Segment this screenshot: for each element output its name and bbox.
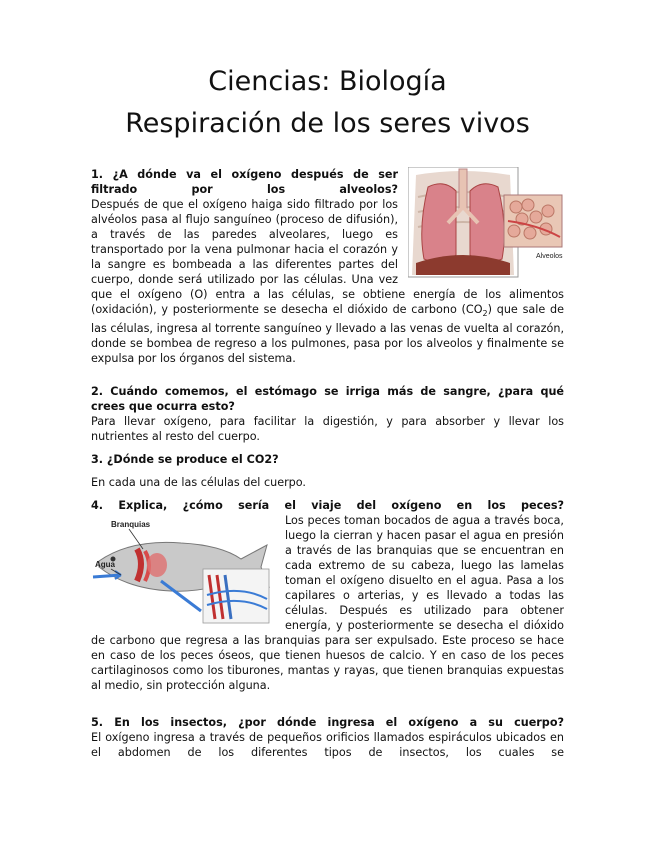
question-3: 3. ¿Dónde se produce el CO2? — [91, 453, 279, 466]
answer-4: Los peces toman bocados de agua a través boca, luego la cierran y hacen pasar el agua en presión a través de las branquias que se encuentran en cada extremo de su cabeza, luego las lamelas toman el oxígeno disuelto en el agua. Pasa a los capilares o arterias, y es llevado a todas las células. Después es utilizado para obtener energía, y posteriormente se desecha el dióxido de carbono que regresa a las branquias para ser expulsado. Este proceso se hace en caso de los peces óseos, que tienen huesos de calcio. Y en caso de los peces cartilaginosos como los tiburones, mantas y rayas, que tienen branquias expuestas al medio, sin protección alguna. — [91, 514, 564, 692]
section-4 — [91, 498, 564, 693]
answer-1-part-a: Después de que el oxígeno haiga sido filtrado por los alvéolos pasa al flujo sanguíneo (proceso de difusión), a través de las paredes alveolares, luego es transportado por la vena pulmonar hacia el corazón y la sangre es bombeada a las diferentes partes del cuerpo, donde será utilizado por las células. Una vez que el oxígeno (O) entra a las células, se obtiene energía de los alimentos (oxidación), y posteriormente se desecha el dióxido de carbono (CO — [91, 198, 564, 316]
answer-5: El oxígeno ingresa a través de pequeños orificios llamados espiráculos ubicados en el abdomen de los diferentes tipos de insectos, los cuales se — [91, 731, 564, 759]
answer-3: En cada una de las células del cuerpo. — [91, 476, 306, 489]
section-3 — [91, 452, 564, 490]
answer-2: Para llevar oxígeno, para facilitar la digestión, y para absorber y llevar los nutrientes al resto del cuerpo. — [91, 415, 564, 443]
page-subtitle: Respiración de los seres vivos — [125, 108, 530, 139]
section-2 — [91, 384, 564, 444]
branquias-label: Branquias — [111, 520, 151, 529]
question-4: 4. Explica, ¿cómo sería el viaje del oxígeno en los peces? — [91, 499, 564, 512]
section-1 — [91, 167, 564, 366]
alveolos-label: Alveolos — [536, 253, 563, 260]
answer-1-part-b: ) que sale de las células, ingresa al torrente sanguíneo y llevado a las venas de vuelta al corazón, donde se bombea de regreso a los pulmones, pasa por los alveolos y finalmente se expulsa por los órganos del sistema. — [91, 303, 564, 366]
section-5 — [91, 715, 564, 760]
question-5: 5. En los insectos, ¿por dónde ingresa el oxígeno a su cuerpo? — [91, 716, 564, 729]
answer-1-subscript: 2 — [482, 309, 488, 319]
question-1: 1. ¿A dónde va el oxígeno después de ser filtrado por los alveolos? — [91, 168, 398, 196]
fish-gills-illustration — [91, 515, 275, 625]
question-2: 2. Cuándo comemos, el estómago se irriga más de sangre, ¿para qué crees que ocurra esto? — [91, 385, 564, 413]
page-title: Ciencias: Biología — [208, 66, 447, 97]
agua-label: Agua — [95, 560, 115, 569]
fish-figure — [91, 515, 275, 625]
lungs-figure — [408, 167, 564, 279]
lungs-illustration — [408, 167, 564, 279]
